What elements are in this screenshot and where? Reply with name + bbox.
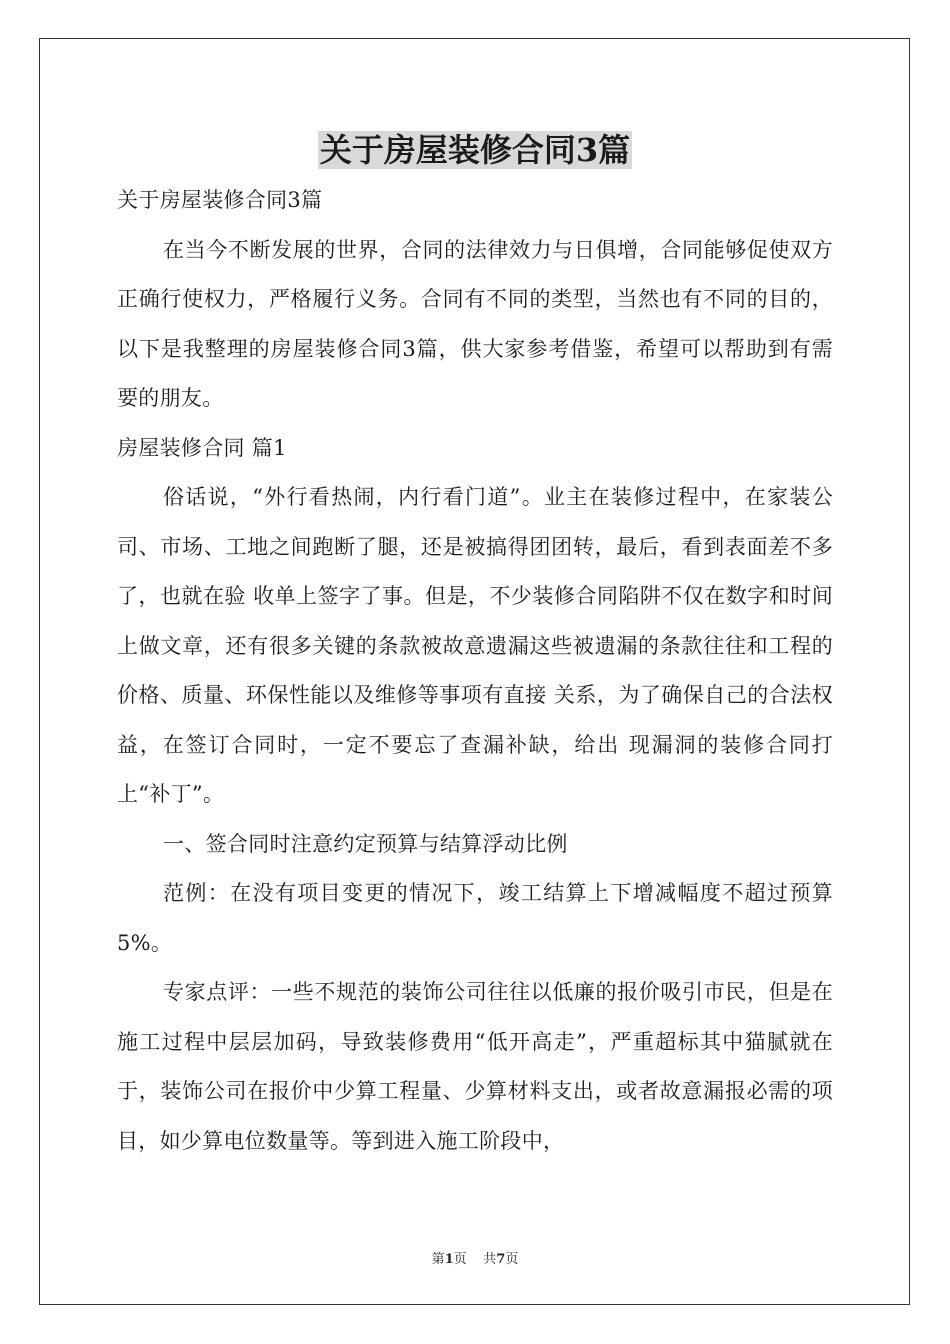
footer-prefix: 第 [431, 1252, 445, 1267]
document-subtitle: 关于房屋装修合同3篇 [117, 188, 323, 212]
document-title [0, 128, 950, 172]
footer-current-page: 1 [444, 1252, 454, 1267]
footer-total-pages: 7 [496, 1252, 506, 1267]
document-body [117, 176, 833, 1166]
page-footer [0, 1248, 950, 1267]
document-title-text: 关于房屋装修合同3篇 [319, 131, 631, 169]
footer-mid: 页 共 [453, 1252, 497, 1267]
body-paragraph: 俗话说，“外行看热闹，内行看门道”。业主在装修过程中，在家装公司、市场、工地之间跑断了腿，还是被搞得团团转，最后，看到表面差不多了，也就在验 收单上签字了事。但是，不少装修合同陷阱不仅在数字和时间上做文章，还有很多关键的条款被故意遗漏这些被遗漏的条款往往和工程的价格、质量、环保性能以及维修等事项有直接 关系，为了确保自己的合法权益，在签订合同时，一定不要忘了查漏补缺，给出 现漏洞的装修合同打上“补丁”。 [117, 485, 833, 806]
section-heading: 房屋装修合同 篇1 [117, 435, 287, 460]
footer-suffix: 页 [505, 1252, 519, 1267]
clause-heading: 一、签合同时注意约定预算与结算浮动比例 [163, 831, 568, 856]
intro-paragraph: 在当今不断发展的世界，合同的法律效力与日俱增，合同能够促使双方正确行使权力，严格履行义务。合同有不同的类型，当然也有不同的目的，以下是我整理的房屋装修合同3篇，供大家参考借鉴，希望可以帮助到有需要的朋友。 [117, 237, 833, 410]
example-paragraph: 范例：在没有项目变更的情况下，竣工结算上下增减幅度不超过预算5%。 [117, 881, 833, 955]
expert-comment-paragraph: 专家点评：一些不规范的装饰公司往往以低廉的报价吸引市民，但是在施工过程中层层加码，导致装修费用“低开高走”，严重超标其中猫腻就在于，装饰公司在报价中少算工程量、少算材料支出，或者故意漏报必需的项目，如少算电位数量等。等到进入施工阶段中， [117, 980, 833, 1153]
